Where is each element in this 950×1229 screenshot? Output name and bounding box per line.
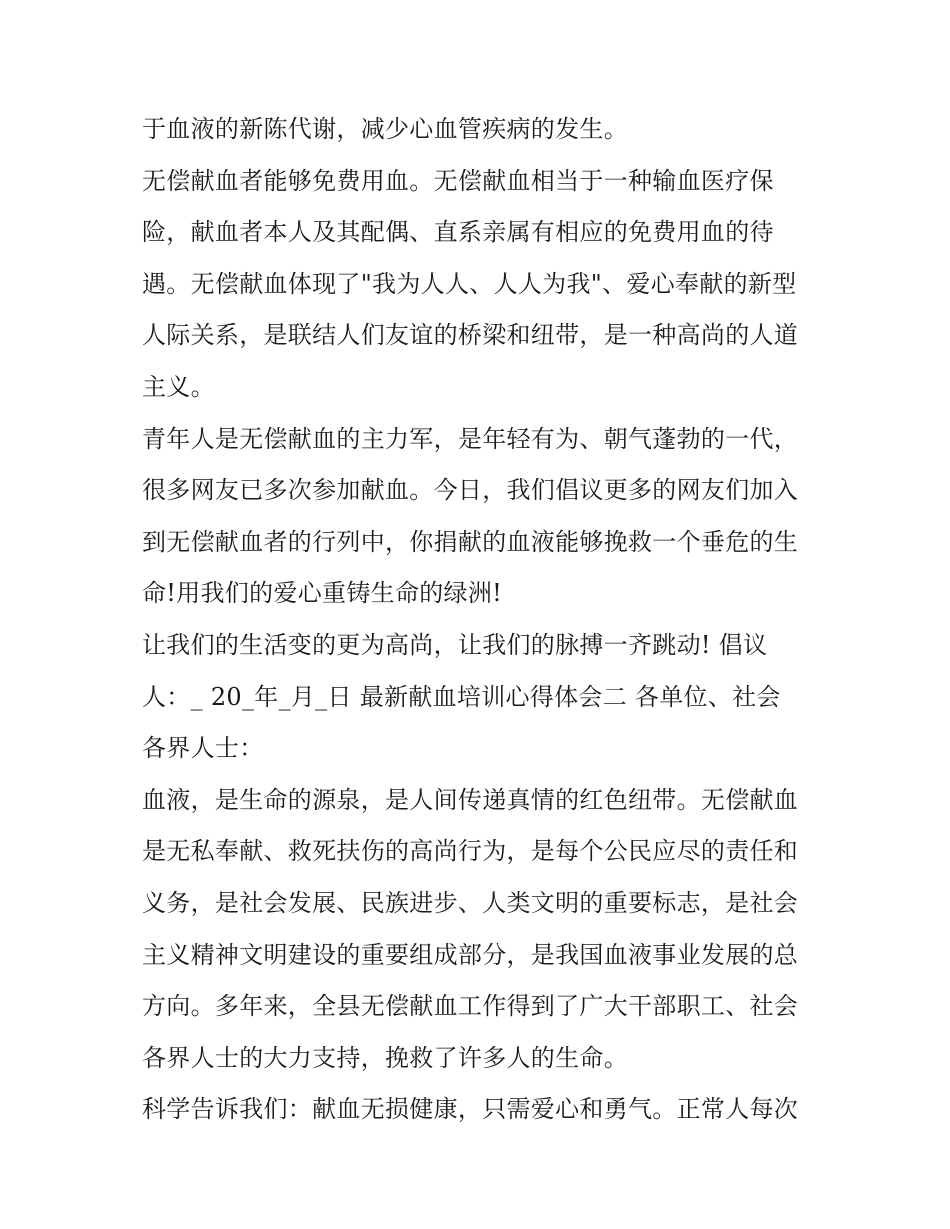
text-line: 人际关系，是联结人们友谊的桥梁和纽带，是一种高尚的人道 bbox=[142, 321, 799, 350]
text-line: 遇。无偿献血体现了"我为人人、人人为我"、爱心奉献的新型 bbox=[142, 269, 797, 298]
text-line: 人：_ 20_年_月_日 最新献血培训心得体会二 各单位、社会 bbox=[142, 682, 781, 711]
text-line: 险，献血者本人及其配偶、直系亲属有相应的免费用血的待 bbox=[142, 218, 774, 247]
text-line: 命!用我们的爱心重铸生命的绿洲! bbox=[142, 579, 503, 608]
text-line: 科学告诉我们：献血无损健康，只需爱心和勇气。正常人每次 bbox=[142, 1095, 799, 1124]
text-line: 很多网友已多次参加献血。今日，我们倡议更多的网友们加入 bbox=[142, 476, 799, 505]
text-line: 主义精神文明建设的重要组成部分，是我国血液事业发展的总 bbox=[142, 940, 799, 969]
text-line: 到无偿献血者的行列中，你捐献的血液能够挽救一个垂危的生 bbox=[142, 527, 799, 556]
text-line: 血液，是生命的源泉，是人间传递真情的红色纽带。无偿献血 bbox=[142, 785, 799, 814]
text-line: 于血液的新陈代谢，减少心血管疾病的发生。 bbox=[142, 115, 628, 143]
text-line: 让我们的生活变的更为高尚，让我们的脉搏一齐跳动! 倡议 bbox=[142, 630, 768, 659]
document-body bbox=[142, 104, 814, 1136]
text-line: 无偿献血者能够免费用血。无偿献血相当于一种输血医疗保 bbox=[142, 166, 774, 195]
text-line: 青年人是无偿献血的主力军，是年轻有为、朝气蓬勃的一代， bbox=[142, 424, 799, 453]
text-line: 主义。 bbox=[142, 372, 215, 401]
text-line: 方向。多年来，全县无偿献血工作得到了广大干部职工、社会 bbox=[142, 992, 799, 1021]
text-line: 是无私奉献、救死扶伤的高尚行为，是每个公民应尽的责任和 bbox=[142, 837, 799, 866]
text-line: 义务，是社会发展、民族进步、人类文明的重要标志，是社会 bbox=[142, 888, 799, 917]
text-line: 各界人士： bbox=[142, 734, 264, 763]
text-line: 各界人士的大力支持，挽救了许多人的生命。 bbox=[142, 1043, 628, 1072]
